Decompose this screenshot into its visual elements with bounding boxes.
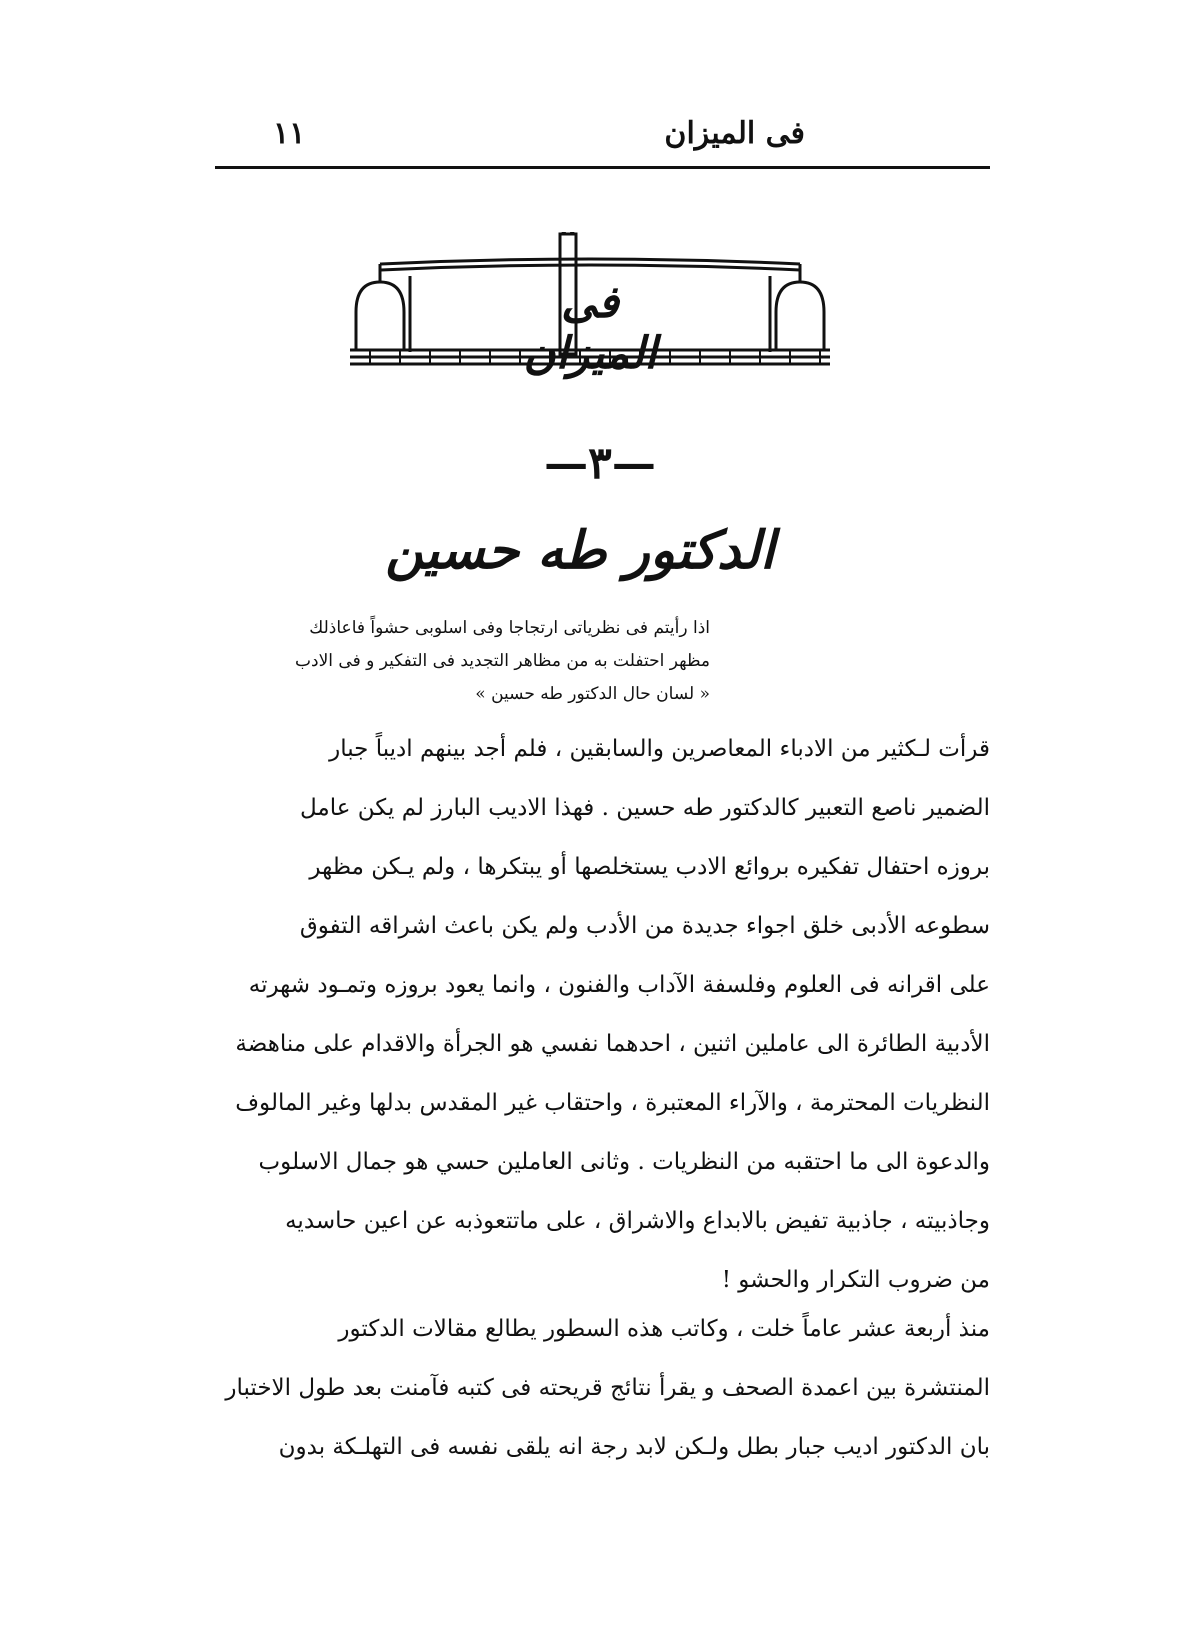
paragraph-2: [215, 1300, 990, 1477]
epigraph-line: اذا رأيتم فى نظرياتى ارتجاجا وفى اسلوبى حشواً فاعاذلك: [309, 618, 710, 638]
text-line: على اقرانه فى العلوم وفلسفة الآداب والفنون ، وانما يعود بروزه وتمـود شهرته: [248, 972, 990, 998]
header-rule: [215, 166, 990, 169]
epigraph-attribution: « لسان حال الدكتور طه حسين »: [475, 684, 710, 704]
text-line: النظريات المحترمة ، والآراء المعتبرة ، واحتقاب غير المقدس بدلها وغير المالوف: [235, 1090, 990, 1116]
scale-emblem: [350, 232, 830, 392]
text-line: الضمير ناصع التعبير كالدكتور طه حسين . فهذا الاديب البارز لم يكن عامل: [300, 795, 990, 821]
page-number: ١١: [273, 116, 306, 151]
article-title: الدكتور طه حسين: [385, 520, 775, 581]
epigraph-line: مظهر احتفلت به من مظاهر التجديد فى التفكير و فى الادب: [295, 651, 710, 671]
text-line: من ضروب التكرار والحشو !: [721, 1267, 990, 1293]
text-line: الأدبية الطائرة الى عاملين اثنين ، احدهما نفسي هو الجرأة والاقدام على مناهضة: [235, 1031, 990, 1057]
section-number: —٣—: [544, 438, 656, 489]
running-header: [215, 112, 990, 162]
epigraph: [240, 612, 710, 711]
text-line: قرأت لـكثير من الادباء المعاصرين والسابقين ، فلم أجد بينهم اديباً جبار: [329, 736, 990, 762]
text-line: المنتشرة بين اعمدة الصحف و يقرأ نتائج قريحته فى كتبه فآمنت بعد طول الاختبار: [225, 1375, 990, 1401]
text-line: بروزه احتفال تفكيره بروائع الادب يستخلصها أو يبتكرها ، ولم يـكن مظهر: [309, 854, 990, 880]
text-line: والدعوة الى ما احتقبه من النظريات . وثانى العاملين حسي هو جمال الاسلوب: [258, 1149, 990, 1175]
text-line: وجاذبيته ، جاذبية تفيض بالابداع والاشراق ، على ماتتعوذبه عن اعين حاسديه: [285, 1208, 990, 1234]
text-line: سطوعه الأدبى خلق اجواء جديدة من الأدب ولم يكن باعث اشراقه التفوق: [299, 913, 990, 939]
emblem-caption: فى الميزان: [523, 277, 657, 379]
text-line: بان الدكتور اديب جبار بطل ولـكن لابد رجة انه يلقى نفسه فى التهلـكة بدون: [278, 1434, 990, 1460]
paragraph-1: [215, 720, 990, 1310]
text-line: منذ أربعة عشر عاماً خلت ، وكاتب هذه السطور يطالع مقالات الدكتور: [338, 1316, 990, 1342]
running-title: فى الميزان: [664, 116, 805, 151]
